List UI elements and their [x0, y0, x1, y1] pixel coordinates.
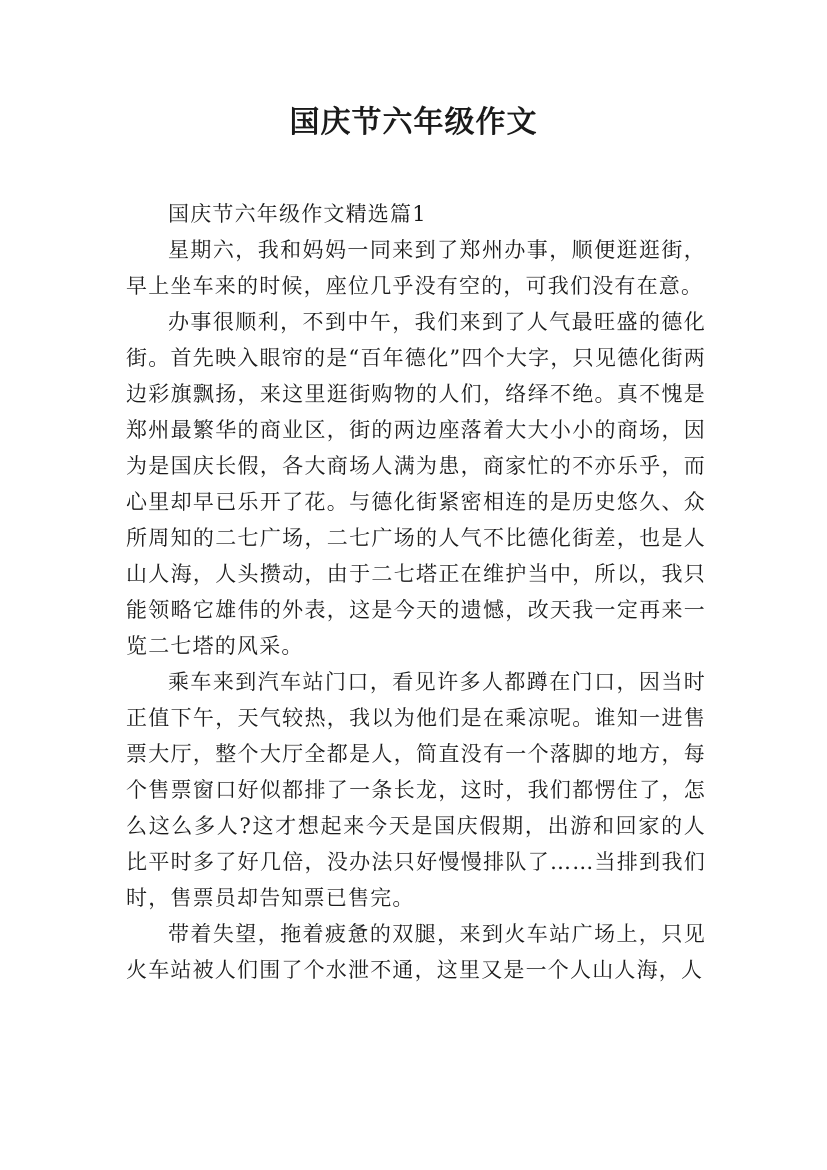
paragraph: 星期六，我和妈妈一同来到了郑州办事，顺便逛逛街，早上坐车来的时候，座位几乎没有空的，可我们没有在意。 — [126, 238, 706, 298]
document-body — [126, 196, 706, 988]
paragraph: 带着失望，拖着疲惫的双腿，来到火车站广场上，只见火车站被人们围了个水泄不通，这里又是一个人山人海，人 — [126, 922, 706, 982]
section-heading: 国庆节六年级作文精选篇1 — [168, 202, 427, 226]
paragraph: 办事很顺利，不到中午，我们来到了人气最旺盛的德化街。首先映入眼帘的是“百年德化”四个大字，只见德化街两边彩旗飘扬，来这里逛街购物的人们，络绎不绝。真不愧是郑州最繁华的商业区，街的两边座落着大大小小的商场，因为是国庆长假，各大商场人满为患，商家忙的不亦乐乎，而心里却早已乐开了花。与德化街紧密相连的是历史悠久、众所周知的二七广场，二七广场的人气不比德化街差，也是人山人海，人头攒动，由于二七塔正在维护当中，所以，我只能领略它雄伟的外表，这是今天的遗憾，改天我一定再来一览二七塔的风采。 — [126, 310, 706, 658]
document-title: 国庆节六年级作文 — [289, 105, 538, 140]
paragraph: 乘车来到汽车站门口，看见许多人都蹲在门口，因当时正值下午，天气较热，我以为他们是在乘凉呢。谁知一进售票大厅，整个大厅全都是人，简直没有一个落脚的地方，每个售票窗口好似都排了一条长龙，这时，我们都愣住了，怎么这么多人?这才想起来今天是国庆假期，出游和回家的人比平时多了好几倍，没办法只好慢慢排队了……当排到我们时，售票员却告知票已售完。 — [126, 670, 706, 910]
